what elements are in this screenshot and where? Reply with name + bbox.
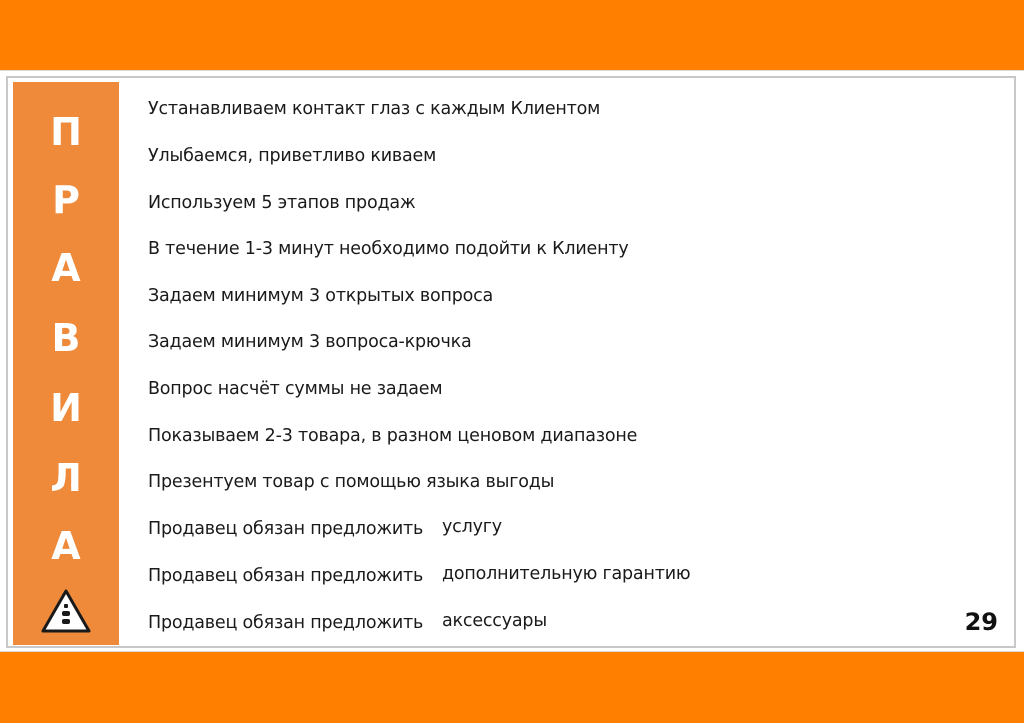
warning-triangle-icon: [40, 588, 92, 634]
rule-text: Презентуем товар с помощью языка выгоды: [148, 472, 555, 492]
rule-item: [148, 285, 493, 307]
rule-item: [148, 378, 442, 400]
rule-item: [148, 425, 637, 447]
side-title-letter: Р: [52, 178, 80, 222]
rule-text: Показываем 2-3 товара, в разном ценовом диапазоне: [148, 426, 638, 446]
rule-item: [148, 517, 502, 540]
rule-text: Продавец обязан предложить: [148, 519, 424, 539]
side-title-letter: П: [50, 110, 82, 154]
rule-text: Задаем минимум 3 вопроса-крючка: [148, 332, 472, 352]
side-title-letter: Л: [50, 456, 82, 500]
rule-suffix: услугу: [442, 517, 502, 537]
rule-text: Вопрос насчёт суммы не задаем: [148, 379, 443, 399]
rule-item: [148, 331, 472, 353]
rule-item: [148, 471, 554, 493]
rule-item: [148, 192, 415, 214]
slide: [0, 70, 1024, 652]
side-title-band: [13, 82, 119, 645]
side-title-letter: В: [51, 316, 81, 360]
rule-item: [148, 611, 547, 634]
rule-text: Продавец обязан предложить: [148, 613, 424, 633]
side-title-letter: И: [50, 386, 82, 430]
rule-suffix: аксессуары: [442, 611, 547, 631]
rule-text: Задаем минимум 3 открытых вопроса: [148, 286, 494, 306]
rule-item: [148, 564, 691, 587]
rule-text: Используем 5 этапов продаж: [148, 193, 416, 213]
side-title-letter: А: [51, 524, 81, 568]
slide-content-area: [6, 76, 1016, 648]
rule-text: Продавец обязан предложить: [148, 566, 424, 586]
rule-item: [148, 238, 629, 260]
rule-text: В течение 1-3 минут необходимо подойти к Клиенту: [148, 239, 629, 259]
rule-item: [148, 98, 600, 120]
rule-text: Улыбаемся, приветливо киваем: [148, 146, 437, 166]
rule-text: Устанавливаем контакт глаз с каждым Клиентом: [148, 99, 601, 119]
rule-suffix: дополнительную гарантию: [442, 564, 691, 584]
page-number: 29: [964, 608, 998, 636]
side-title-letter: А: [51, 246, 81, 290]
rule-item: [148, 145, 436, 167]
